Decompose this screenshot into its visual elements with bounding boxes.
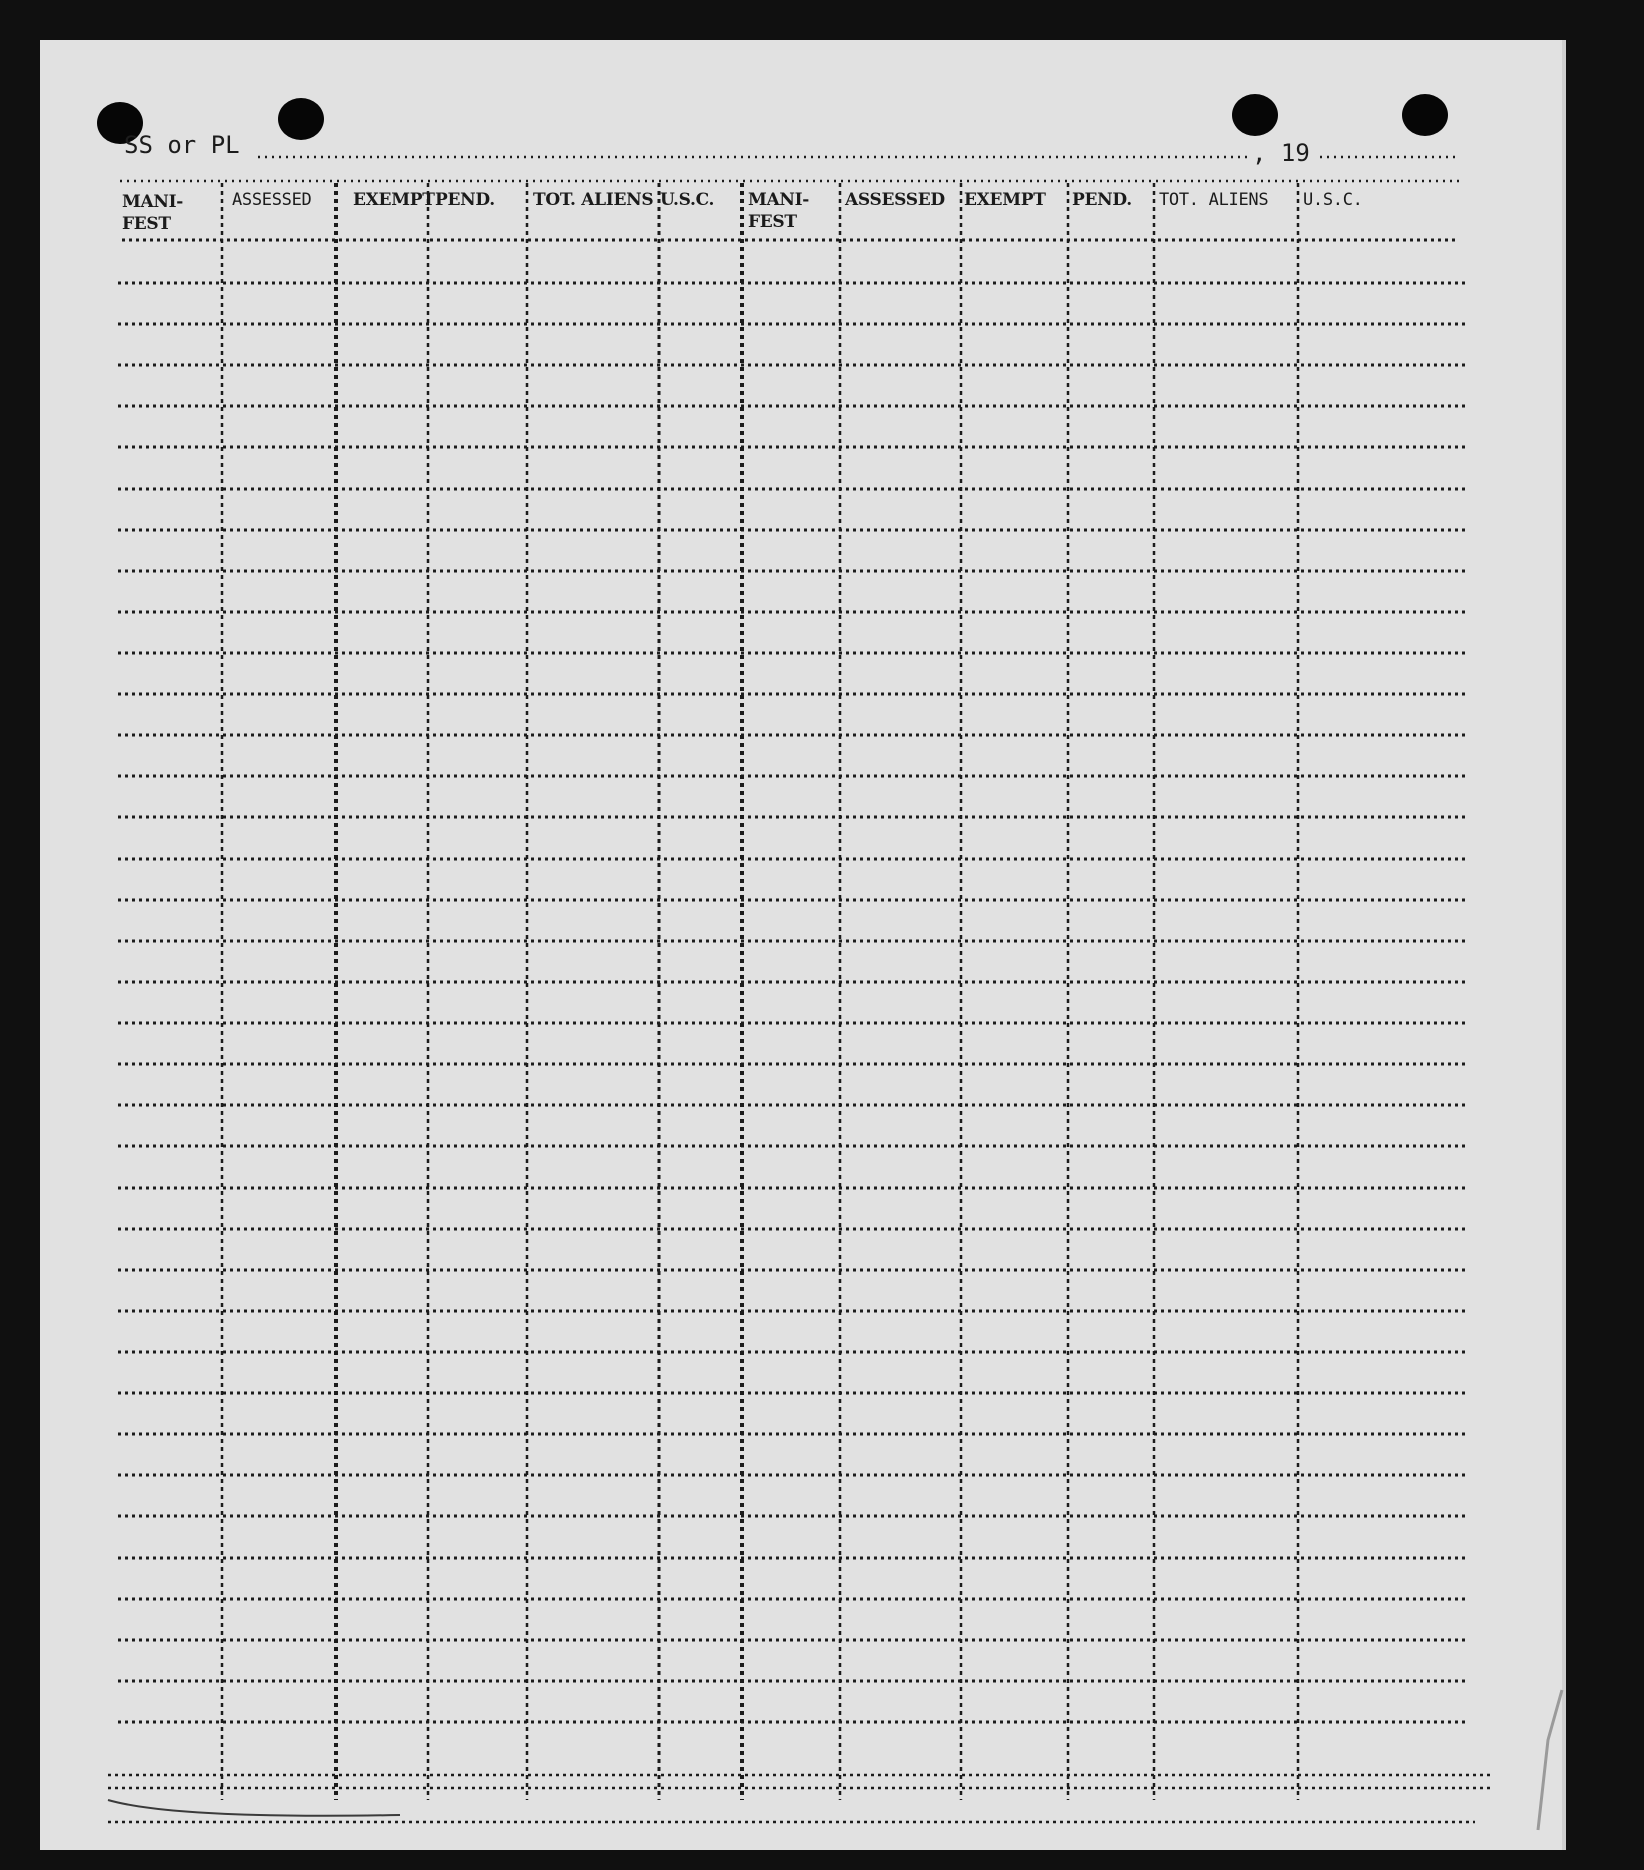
ship-label: SS or PL [124, 131, 240, 159]
header-right-manifest-line2: FEST [748, 212, 797, 232]
header-left-manifest-line2: FEST [122, 214, 171, 234]
header-left-exempt: EXEMPT [353, 190, 435, 210]
header-left-usc: U.S.C. [660, 190, 715, 210]
header-right-manifest-line1: MANI- [748, 190, 810, 210]
header-left-assessed: ASSESSED [232, 190, 312, 210]
header-right-assessed: ASSESSED [845, 190, 945, 210]
header-left-tot-aliens: TOT. ALIENS [533, 190, 654, 210]
header-right-exempt: EXEMPT [964, 190, 1046, 210]
header-left-pend: PEND. [435, 190, 495, 210]
date-label: , 19 [1252, 139, 1310, 167]
header-right-usc: U.S.C. [1303, 190, 1363, 210]
header-left-manifest-line1: MANI- [122, 192, 184, 212]
folded-corner [1538, 1690, 1562, 1830]
scan-edge-curl [108, 1800, 400, 1816]
header-right-tot-aliens: TOT. ALIENS [1159, 190, 1269, 210]
header-right-pend: PEND. [1072, 190, 1132, 210]
